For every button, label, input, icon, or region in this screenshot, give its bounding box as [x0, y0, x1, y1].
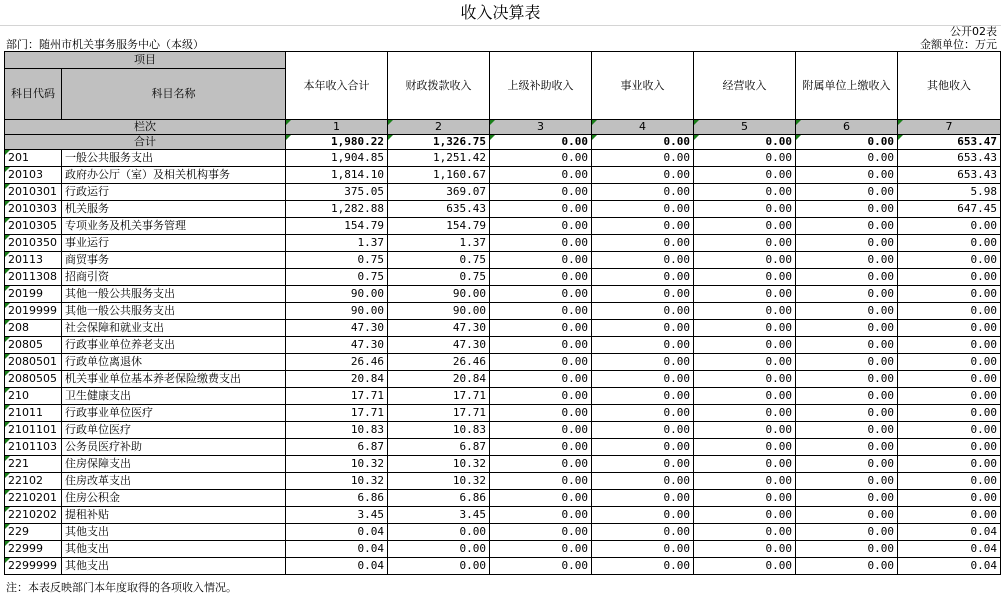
- header-row-1: [5, 52, 1001, 69]
- amount-cell[interactable]: 0.00: [592, 218, 694, 235]
- subject-code[interactable]: 2101103: [5, 439, 62, 456]
- amount-cell[interactable]: 0.00: [490, 252, 592, 269]
- amount-cell[interactable]: 20.84: [286, 371, 388, 388]
- amount-cell[interactable]: 10.32: [286, 473, 388, 490]
- amount-cell[interactable]: 90.00: [286, 303, 388, 320]
- total-value: 653.47: [898, 135, 1001, 150]
- amount-cell[interactable]: 0.00: [388, 541, 490, 558]
- amount-cell[interactable]: 0.00: [490, 422, 592, 439]
- amount-cell[interactable]: 0.00: [490, 490, 592, 507]
- amount-cell[interactable]: 0.00: [796, 371, 898, 388]
- amount-cell[interactable]: 0.00: [694, 524, 796, 541]
- amount-cell[interactable]: 1,814.10: [286, 167, 388, 184]
- seq-5: 5: [694, 120, 796, 135]
- seq-1: 1: [286, 120, 388, 135]
- total-row: [5, 135, 1001, 150]
- amount-cell[interactable]: 0.00: [592, 201, 694, 218]
- amount-cell[interactable]: 0.00: [796, 422, 898, 439]
- header-col-7: 其他收入: [898, 52, 1001, 120]
- amount-cell[interactable]: 0.00: [592, 167, 694, 184]
- table-row: [5, 218, 1001, 235]
- amount-cell[interactable]: 0.00: [898, 303, 1001, 320]
- amount-cell[interactable]: 0.00: [898, 286, 1001, 303]
- amount-cell[interactable]: 0.04: [898, 558, 1001, 575]
- income-table: [4, 51, 1001, 575]
- amount-cell[interactable]: 0.00: [388, 524, 490, 541]
- subject-code[interactable]: 2080505: [5, 371, 62, 388]
- table-row: [5, 303, 1001, 320]
- amount-cell[interactable]: 10.83: [388, 422, 490, 439]
- amount-cell[interactable]: 0.00: [796, 201, 898, 218]
- amount-cell[interactable]: 47.30: [286, 320, 388, 337]
- table-row: [5, 337, 1001, 354]
- table-row: [5, 456, 1001, 473]
- table-row: [5, 541, 1001, 558]
- table-row: [5, 405, 1001, 422]
- subject-name[interactable]: 社会保障和就业支出: [62, 320, 286, 337]
- amount-cell[interactable]: 0.00: [490, 286, 592, 303]
- subject-name[interactable]: 行政单位离退休: [62, 354, 286, 371]
- amount-cell[interactable]: 0.00: [490, 558, 592, 575]
- amount-cell[interactable]: 0.00: [796, 439, 898, 456]
- header-col-5: 经营收入: [694, 52, 796, 120]
- seq-2: 2: [388, 120, 490, 135]
- subject-name[interactable]: 招商引资: [62, 269, 286, 286]
- amount-cell[interactable]: 0.00: [796, 252, 898, 269]
- subject-code[interactable]: 2011308: [5, 269, 62, 286]
- amount-cell[interactable]: 10.32: [286, 456, 388, 473]
- subject-code[interactable]: 208: [5, 320, 62, 337]
- amount-cell[interactable]: 0.00: [796, 524, 898, 541]
- amount-cell[interactable]: 0.00: [898, 439, 1001, 456]
- amount-cell[interactable]: 0.00: [592, 439, 694, 456]
- amount-cell[interactable]: 0.00: [490, 184, 592, 201]
- amount-cell[interactable]: 0.00: [898, 405, 1001, 422]
- amount-cell[interactable]: 90.00: [388, 303, 490, 320]
- amount-cell[interactable]: 0.00: [490, 337, 592, 354]
- amount-cell[interactable]: 0.00: [694, 201, 796, 218]
- header-col-2: 财政拨款收入: [388, 52, 490, 120]
- header-col-3: 上级补助收入: [490, 52, 592, 120]
- amount-cell[interactable]: 47.30: [388, 337, 490, 354]
- amount-cell[interactable]: 0.00: [490, 354, 592, 371]
- seq-row: [5, 120, 1001, 135]
- subject-code[interactable]: 210: [5, 388, 62, 405]
- subject-code[interactable]: 2299999: [5, 558, 62, 575]
- amount-cell[interactable]: 0.00: [796, 303, 898, 320]
- subject-name[interactable]: 卫生健康支出: [62, 388, 286, 405]
- subject-code[interactable]: 2010305: [5, 218, 62, 235]
- amount-cell[interactable]: 0.00: [592, 388, 694, 405]
- amount-cell[interactable]: 0.00: [490, 150, 592, 167]
- amount-cell[interactable]: 0.00: [592, 541, 694, 558]
- amount-cell[interactable]: 3.45: [388, 507, 490, 524]
- amount-cell[interactable]: 0.00: [898, 507, 1001, 524]
- amount-cell[interactable]: 0.00: [694, 507, 796, 524]
- amount-cell[interactable]: 0.00: [796, 541, 898, 558]
- amount-cell[interactable]: 10.32: [388, 456, 490, 473]
- amount-cell[interactable]: 0.00: [694, 150, 796, 167]
- amount-cell[interactable]: 6.87: [388, 439, 490, 456]
- amount-cell[interactable]: 10.32: [388, 473, 490, 490]
- amount-cell[interactable]: 653.43: [898, 167, 1001, 184]
- amount-cell[interactable]: 0.00: [592, 456, 694, 473]
- subject-code[interactable]: 2080501: [5, 354, 62, 371]
- amount-cell[interactable]: 0.00: [796, 456, 898, 473]
- amount-cell[interactable]: 0.00: [592, 286, 694, 303]
- table-row: [5, 269, 1001, 286]
- amount-cell[interactable]: 0.00: [694, 235, 796, 252]
- amount-cell[interactable]: 47.30: [388, 320, 490, 337]
- amount-cell[interactable]: 0.00: [796, 490, 898, 507]
- seq-4: 4: [592, 120, 694, 135]
- amount-cell[interactable]: 26.46: [388, 354, 490, 371]
- seq-label: 栏次: [5, 120, 286, 135]
- amount-cell[interactable]: 0.04: [898, 524, 1001, 541]
- subject-name[interactable]: 专项业务及机关事务管理: [62, 218, 286, 235]
- footnote: 注：本表反映部门本年度取得的各项收入情况。: [6, 581, 237, 594]
- table-row: [5, 371, 1001, 388]
- amount-cell[interactable]: 0.00: [898, 456, 1001, 473]
- amount-cell[interactable]: 0.00: [796, 507, 898, 524]
- amount-cell[interactable]: 0.04: [286, 558, 388, 575]
- amount-cell[interactable]: 0.00: [592, 405, 694, 422]
- subject-code[interactable]: 20199: [5, 286, 62, 303]
- subject-name[interactable]: 住房改革支出: [62, 473, 286, 490]
- amount-cell[interactable]: 1.37: [286, 235, 388, 252]
- header-col-1: 本年收入合计: [286, 52, 388, 120]
- amount-cell[interactable]: 0.00: [592, 235, 694, 252]
- amount-cell[interactable]: 6.87: [286, 439, 388, 456]
- amount-cell[interactable]: 0.00: [490, 524, 592, 541]
- amount-cell[interactable]: 10.83: [286, 422, 388, 439]
- amount-cell[interactable]: 0.00: [694, 490, 796, 507]
- amount-cell[interactable]: 0.00: [490, 439, 592, 456]
- amount-cell[interactable]: 1.37: [388, 235, 490, 252]
- amount-cell[interactable]: 17.71: [286, 405, 388, 422]
- total-value: 0.00: [490, 135, 592, 150]
- header-code: 科目代码: [5, 69, 62, 120]
- amount-cell[interactable]: 0.00: [796, 473, 898, 490]
- subject-name[interactable]: 行政事业单位医疗: [62, 405, 286, 422]
- amount-cell[interactable]: 0.00: [898, 337, 1001, 354]
- amount-cell[interactable]: 0.00: [796, 320, 898, 337]
- amount-cell[interactable]: 0.00: [490, 269, 592, 286]
- amount-cell[interactable]: 0.75: [388, 269, 490, 286]
- amount-cell[interactable]: 5.98: [898, 184, 1001, 201]
- amount-cell[interactable]: 0.00: [796, 405, 898, 422]
- amount-cell[interactable]: 0.00: [490, 388, 592, 405]
- amount-cell[interactable]: 0.00: [592, 269, 694, 286]
- amount-cell[interactable]: 0.00: [694, 439, 796, 456]
- amount-cell[interactable]: 1,160.67: [388, 167, 490, 184]
- amount-cell[interactable]: 0.00: [490, 541, 592, 558]
- subject-code[interactable]: 21011: [5, 405, 62, 422]
- amount-cell[interactable]: 0.00: [592, 507, 694, 524]
- amount-cell[interactable]: 0.00: [592, 371, 694, 388]
- amount-cell[interactable]: 0.00: [796, 354, 898, 371]
- amount-cell[interactable]: 653.43: [898, 150, 1001, 167]
- amount-cell[interactable]: 0.00: [898, 252, 1001, 269]
- total-value: 0.00: [694, 135, 796, 150]
- seq-6: 6: [796, 120, 898, 135]
- table-row: [5, 184, 1001, 201]
- amount-cell[interactable]: 0.00: [592, 490, 694, 507]
- amount-cell[interactable]: 0.04: [898, 541, 1001, 558]
- amount-cell[interactable]: 0.00: [490, 218, 592, 235]
- subject-name[interactable]: 提租补贴: [62, 507, 286, 524]
- table-row: [5, 286, 1001, 303]
- subject-code[interactable]: 2010350: [5, 235, 62, 252]
- subject-name[interactable]: 行政运行: [62, 184, 286, 201]
- subject-code[interactable]: 20805: [5, 337, 62, 354]
- amount-cell[interactable]: 17.71: [388, 388, 490, 405]
- amount-cell[interactable]: 0.00: [592, 337, 694, 354]
- amount-cell[interactable]: 20.84: [388, 371, 490, 388]
- subject-name[interactable]: 其他支出: [62, 541, 286, 558]
- amount-cell[interactable]: 0.00: [898, 320, 1001, 337]
- subject-name[interactable]: 一般公共服务支出: [62, 150, 286, 167]
- amount-cell[interactable]: 0.00: [898, 473, 1001, 490]
- amount-cell[interactable]: 0.00: [694, 252, 796, 269]
- table-row: [5, 490, 1001, 507]
- amount-cell[interactable]: 0.00: [694, 558, 796, 575]
- amount-cell[interactable]: 0.75: [388, 252, 490, 269]
- subject-code[interactable]: 2010303: [5, 201, 62, 218]
- table-row: [5, 252, 1001, 269]
- amount-cell[interactable]: 0.00: [490, 167, 592, 184]
- amount-cell[interactable]: 0.00: [592, 422, 694, 439]
- total-value: 1,980.22: [286, 135, 388, 150]
- subject-name[interactable]: 机关事业单位基本养老保险缴费支出: [62, 371, 286, 388]
- table-row: [5, 167, 1001, 184]
- amount-cell[interactable]: 0.00: [694, 218, 796, 235]
- amount-cell[interactable]: 0.00: [694, 541, 796, 558]
- table-row: [5, 150, 1001, 167]
- amount-cell[interactable]: 0.00: [898, 218, 1001, 235]
- subject-name[interactable]: 住房保障支出: [62, 456, 286, 473]
- table-row: [5, 388, 1001, 405]
- table-row: [5, 524, 1001, 541]
- amount-cell[interactable]: 0.00: [694, 269, 796, 286]
- amount-cell[interactable]: 0.00: [592, 150, 694, 167]
- amount-cell[interactable]: 0.00: [592, 303, 694, 320]
- amount-cell[interactable]: 90.00: [388, 286, 490, 303]
- amount-cell[interactable]: 0.04: [286, 524, 388, 541]
- amount-cell[interactable]: 647.45: [898, 201, 1001, 218]
- amount-cell[interactable]: 0.00: [694, 286, 796, 303]
- amount-cell[interactable]: 0.00: [592, 524, 694, 541]
- amount-cell[interactable]: 0.04: [286, 541, 388, 558]
- total-value: 0.00: [592, 135, 694, 150]
- amount-cell[interactable]: 0.00: [898, 269, 1001, 286]
- amount-cell[interactable]: 26.46: [286, 354, 388, 371]
- grid-divider: [0, 25, 1001, 26]
- subject-name[interactable]: 行政事业单位养老支出: [62, 337, 286, 354]
- subject-code[interactable]: 2101101: [5, 422, 62, 439]
- page-title: 收入决算表: [460, 3, 541, 22]
- amount-cell[interactable]: 47.30: [286, 337, 388, 354]
- table-row: [5, 507, 1001, 524]
- amount-cell[interactable]: 0.00: [490, 303, 592, 320]
- amount-cell[interactable]: 0.00: [694, 456, 796, 473]
- amount-cell[interactable]: 0.00: [592, 320, 694, 337]
- amount-cell[interactable]: 1,251.42: [388, 150, 490, 167]
- total-label: 合计: [5, 135, 286, 150]
- header-col-6: 附属单位上缴收入: [796, 52, 898, 120]
- amount-cell[interactable]: 0.00: [694, 354, 796, 371]
- subject-code[interactable]: 20113: [5, 252, 62, 269]
- total-value: 1,326.75: [388, 135, 490, 150]
- amount-cell[interactable]: 0.00: [490, 320, 592, 337]
- department-label: 部门：随州市机关事务服务中心（本级）: [6, 38, 204, 51]
- table-row: [5, 201, 1001, 218]
- amount-cell[interactable]: 0.00: [592, 252, 694, 269]
- amount-cell[interactable]: 0.00: [694, 371, 796, 388]
- amount-cell[interactable]: 0.00: [490, 405, 592, 422]
- subject-name[interactable]: 政府办公厅（室）及相关机构事务: [62, 167, 286, 184]
- amount-cell[interactable]: 0.00: [898, 388, 1001, 405]
- subject-code[interactable]: 2010301: [5, 184, 62, 201]
- total-value: 0.00: [796, 135, 898, 150]
- subject-name[interactable]: 商贸事务: [62, 252, 286, 269]
- amount-cell[interactable]: 0.00: [898, 422, 1001, 439]
- amount-cell[interactable]: 635.43: [388, 201, 490, 218]
- amount-cell[interactable]: 17.71: [286, 388, 388, 405]
- amount-cell[interactable]: 0.00: [592, 558, 694, 575]
- header-name: 科目名称: [62, 69, 286, 120]
- table-row: [5, 439, 1001, 456]
- amount-cell[interactable]: 0.00: [592, 184, 694, 201]
- form-code: 公开02表: [950, 25, 997, 38]
- subject-name[interactable]: 其他支出: [62, 524, 286, 541]
- amount-cell[interactable]: 0.00: [388, 558, 490, 575]
- amount-cell[interactable]: 0.00: [694, 388, 796, 405]
- subject-code[interactable]: 221: [5, 456, 62, 473]
- subject-name[interactable]: 住房公积金: [62, 490, 286, 507]
- amount-cell[interactable]: 0.75: [286, 269, 388, 286]
- subject-name[interactable]: 公务员医疗补助: [62, 439, 286, 456]
- table-row: [5, 422, 1001, 439]
- amount-cell[interactable]: 0.00: [796, 388, 898, 405]
- amount-cell[interactable]: 0.00: [490, 473, 592, 490]
- amount-cell[interactable]: 0.00: [490, 201, 592, 218]
- header-item: 项目: [5, 52, 286, 69]
- amount-cell[interactable]: 0.00: [694, 184, 796, 201]
- amount-cell[interactable]: 0.00: [694, 422, 796, 439]
- amount-cell[interactable]: 0.00: [796, 150, 898, 167]
- table-row: [5, 354, 1001, 371]
- amount-cell[interactable]: 0.00: [694, 167, 796, 184]
- amount-cell[interactable]: 0.00: [694, 405, 796, 422]
- amount-cell[interactable]: 0.00: [898, 235, 1001, 252]
- subject-code[interactable]: 2210202: [5, 507, 62, 524]
- amount-cell[interactable]: 369.07: [388, 184, 490, 201]
- amount-cell[interactable]: 0.00: [490, 456, 592, 473]
- amount-cell[interactable]: 0.00: [898, 371, 1001, 388]
- amount-cell[interactable]: 0.00: [796, 184, 898, 201]
- subject-name[interactable]: 行政单位医疗: [62, 422, 286, 439]
- subject-name[interactable]: 其他支出: [62, 558, 286, 575]
- unit-label: 金额单位：万元: [920, 38, 997, 51]
- amount-cell[interactable]: 0.00: [796, 337, 898, 354]
- amount-cell[interactable]: 154.79: [388, 218, 490, 235]
- amount-cell[interactable]: 0.00: [898, 354, 1001, 371]
- seq-3: 3: [490, 120, 592, 135]
- table-row: [5, 558, 1001, 575]
- amount-cell[interactable]: 0.00: [592, 354, 694, 371]
- amount-cell[interactable]: 0.00: [694, 337, 796, 354]
- amount-cell[interactable]: 1,904.85: [286, 150, 388, 167]
- subject-code[interactable]: 22999: [5, 541, 62, 558]
- seq-7: 7: [898, 120, 1001, 135]
- subject-code[interactable]: 20103: [5, 167, 62, 184]
- amount-cell[interactable]: 6.86: [286, 490, 388, 507]
- amount-cell[interactable]: 0.00: [796, 269, 898, 286]
- subject-code[interactable]: 229: [5, 524, 62, 541]
- subject-name[interactable]: 事业运行: [62, 235, 286, 252]
- amount-cell[interactable]: 0.00: [592, 473, 694, 490]
- subject-code[interactable]: 22102: [5, 473, 62, 490]
- amount-cell[interactable]: 0.00: [796, 218, 898, 235]
- amount-cell[interactable]: 6.86: [388, 490, 490, 507]
- header-col-4: 事业收入: [592, 52, 694, 120]
- table-row: [5, 235, 1001, 252]
- amount-cell[interactable]: 0.00: [490, 235, 592, 252]
- amount-cell[interactable]: 0.00: [796, 558, 898, 575]
- subject-code[interactable]: 2210201: [5, 490, 62, 507]
- amount-cell[interactable]: 0.00: [490, 371, 592, 388]
- subject-code[interactable]: 2019999: [5, 303, 62, 320]
- amount-cell[interactable]: 0.00: [796, 167, 898, 184]
- amount-cell[interactable]: 0.75: [286, 252, 388, 269]
- subject-name[interactable]: 其他一般公共服务支出: [62, 303, 286, 320]
- table-row: [5, 320, 1001, 337]
- amount-cell[interactable]: 0.00: [796, 235, 898, 252]
- amount-cell[interactable]: 3.45: [286, 507, 388, 524]
- subject-code[interactable]: 201: [5, 150, 62, 167]
- amount-cell[interactable]: 0.00: [694, 320, 796, 337]
- subject-name[interactable]: 其他一般公共服务支出: [62, 286, 286, 303]
- subject-name[interactable]: 机关服务: [62, 201, 286, 218]
- amount-cell[interactable]: 0.00: [490, 507, 592, 524]
- amount-cell[interactable]: 17.71: [388, 405, 490, 422]
- amount-cell[interactable]: 1,282.88: [286, 201, 388, 218]
- amount-cell[interactable]: 0.00: [694, 303, 796, 320]
- amount-cell[interactable]: 0.00: [796, 286, 898, 303]
- amount-cell[interactable]: 375.05: [286, 184, 388, 201]
- amount-cell[interactable]: 90.00: [286, 286, 388, 303]
- amount-cell[interactable]: 0.00: [694, 473, 796, 490]
- table-row: [5, 473, 1001, 490]
- amount-cell[interactable]: 0.00: [898, 490, 1001, 507]
- amount-cell[interactable]: 154.79: [286, 218, 388, 235]
